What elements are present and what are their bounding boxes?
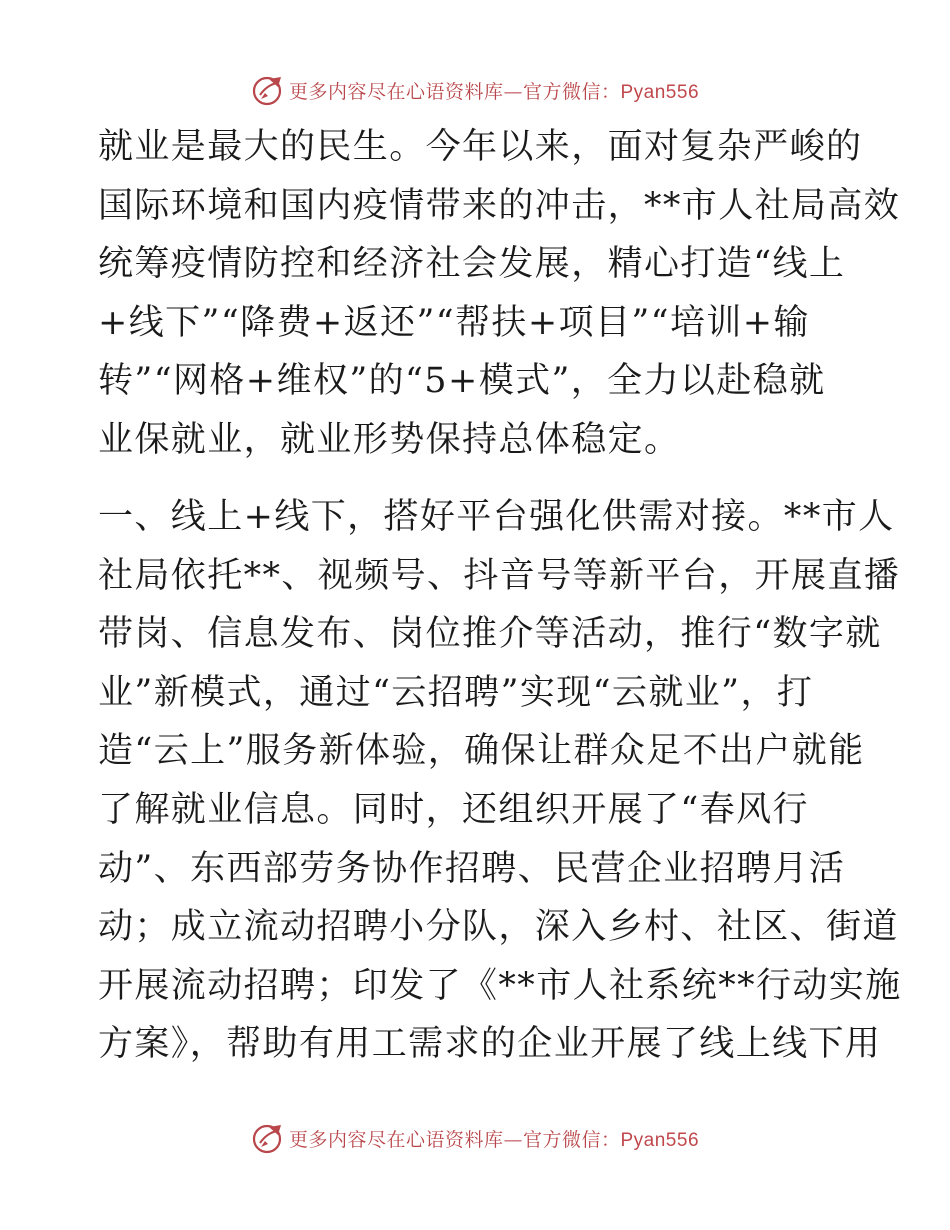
banner-text: 更多内容尽在心语资料库—官方微信：Pyan556 <box>288 1128 700 1151</box>
text-line: 业保就业，就业形势保持总体稳定。 <box>98 419 681 460</box>
text-line: 就业是最大的民生。今年以来，面对复杂严峻的 <box>98 127 863 167</box>
text-line: 一、线上+线下，搭好平台强化供需对接。**市人 <box>98 497 895 537</box>
text-line: 转”“网格+维权”的“5+模式”，全力以赴稳就 <box>98 361 826 402</box>
text-line: 动；成立流动招聘小分队，深入乡村、社区、街道 <box>98 907 899 948</box>
footer-banner <box>0 1118 950 1158</box>
text-line: 带岗、信息发布、岗位推介等活动，推行“数字就 <box>98 614 882 655</box>
text-line: 业”新模式，通过“云招聘”实现“云就业”，打 <box>98 672 814 713</box>
text-line: 开展流动招聘；印发了《**市人社系统**行动实施 <box>98 965 902 1006</box>
wechat-id: Pyan556 <box>620 1129 700 1151</box>
text-line: +线下”“降费+返还”“帮扶+项目”“培训+输 <box>98 302 810 343</box>
pen-logo-icon <box>251 1121 285 1155</box>
text-line: 社局依托**、视频号、抖音号等新平台，开展直播 <box>98 555 901 596</box>
text-line: 国际环境和国内疫情带来的冲击，**市人社局高效 <box>98 185 901 226</box>
wechat-id: Pyan556 <box>620 81 700 103</box>
banner-text: 更多内容尽在心语资料库—官方微信：Pyan556 <box>288 80 700 103</box>
paragraph-intro <box>98 118 901 470</box>
text-line: 统筹疫情防控和经济社会发展，精心打造“线上 <box>98 244 846 285</box>
pen-logo-icon <box>251 73 285 107</box>
text-line: 了解就业信息。同时，还组织开展了“春风行 <box>98 789 809 830</box>
text-line: 造“云上”服务新体验，确保让群众足不出户就能 <box>98 731 865 772</box>
text-line: 方案》，帮助有用工需求的企业开展了线上线下用 <box>98 1024 882 1065</box>
header-banner <box>0 70 950 110</box>
paragraph-section-one <box>98 488 902 1074</box>
text-line: 动”、东西部劳务协作招聘、民营企业招聘月活 <box>98 848 846 889</box>
